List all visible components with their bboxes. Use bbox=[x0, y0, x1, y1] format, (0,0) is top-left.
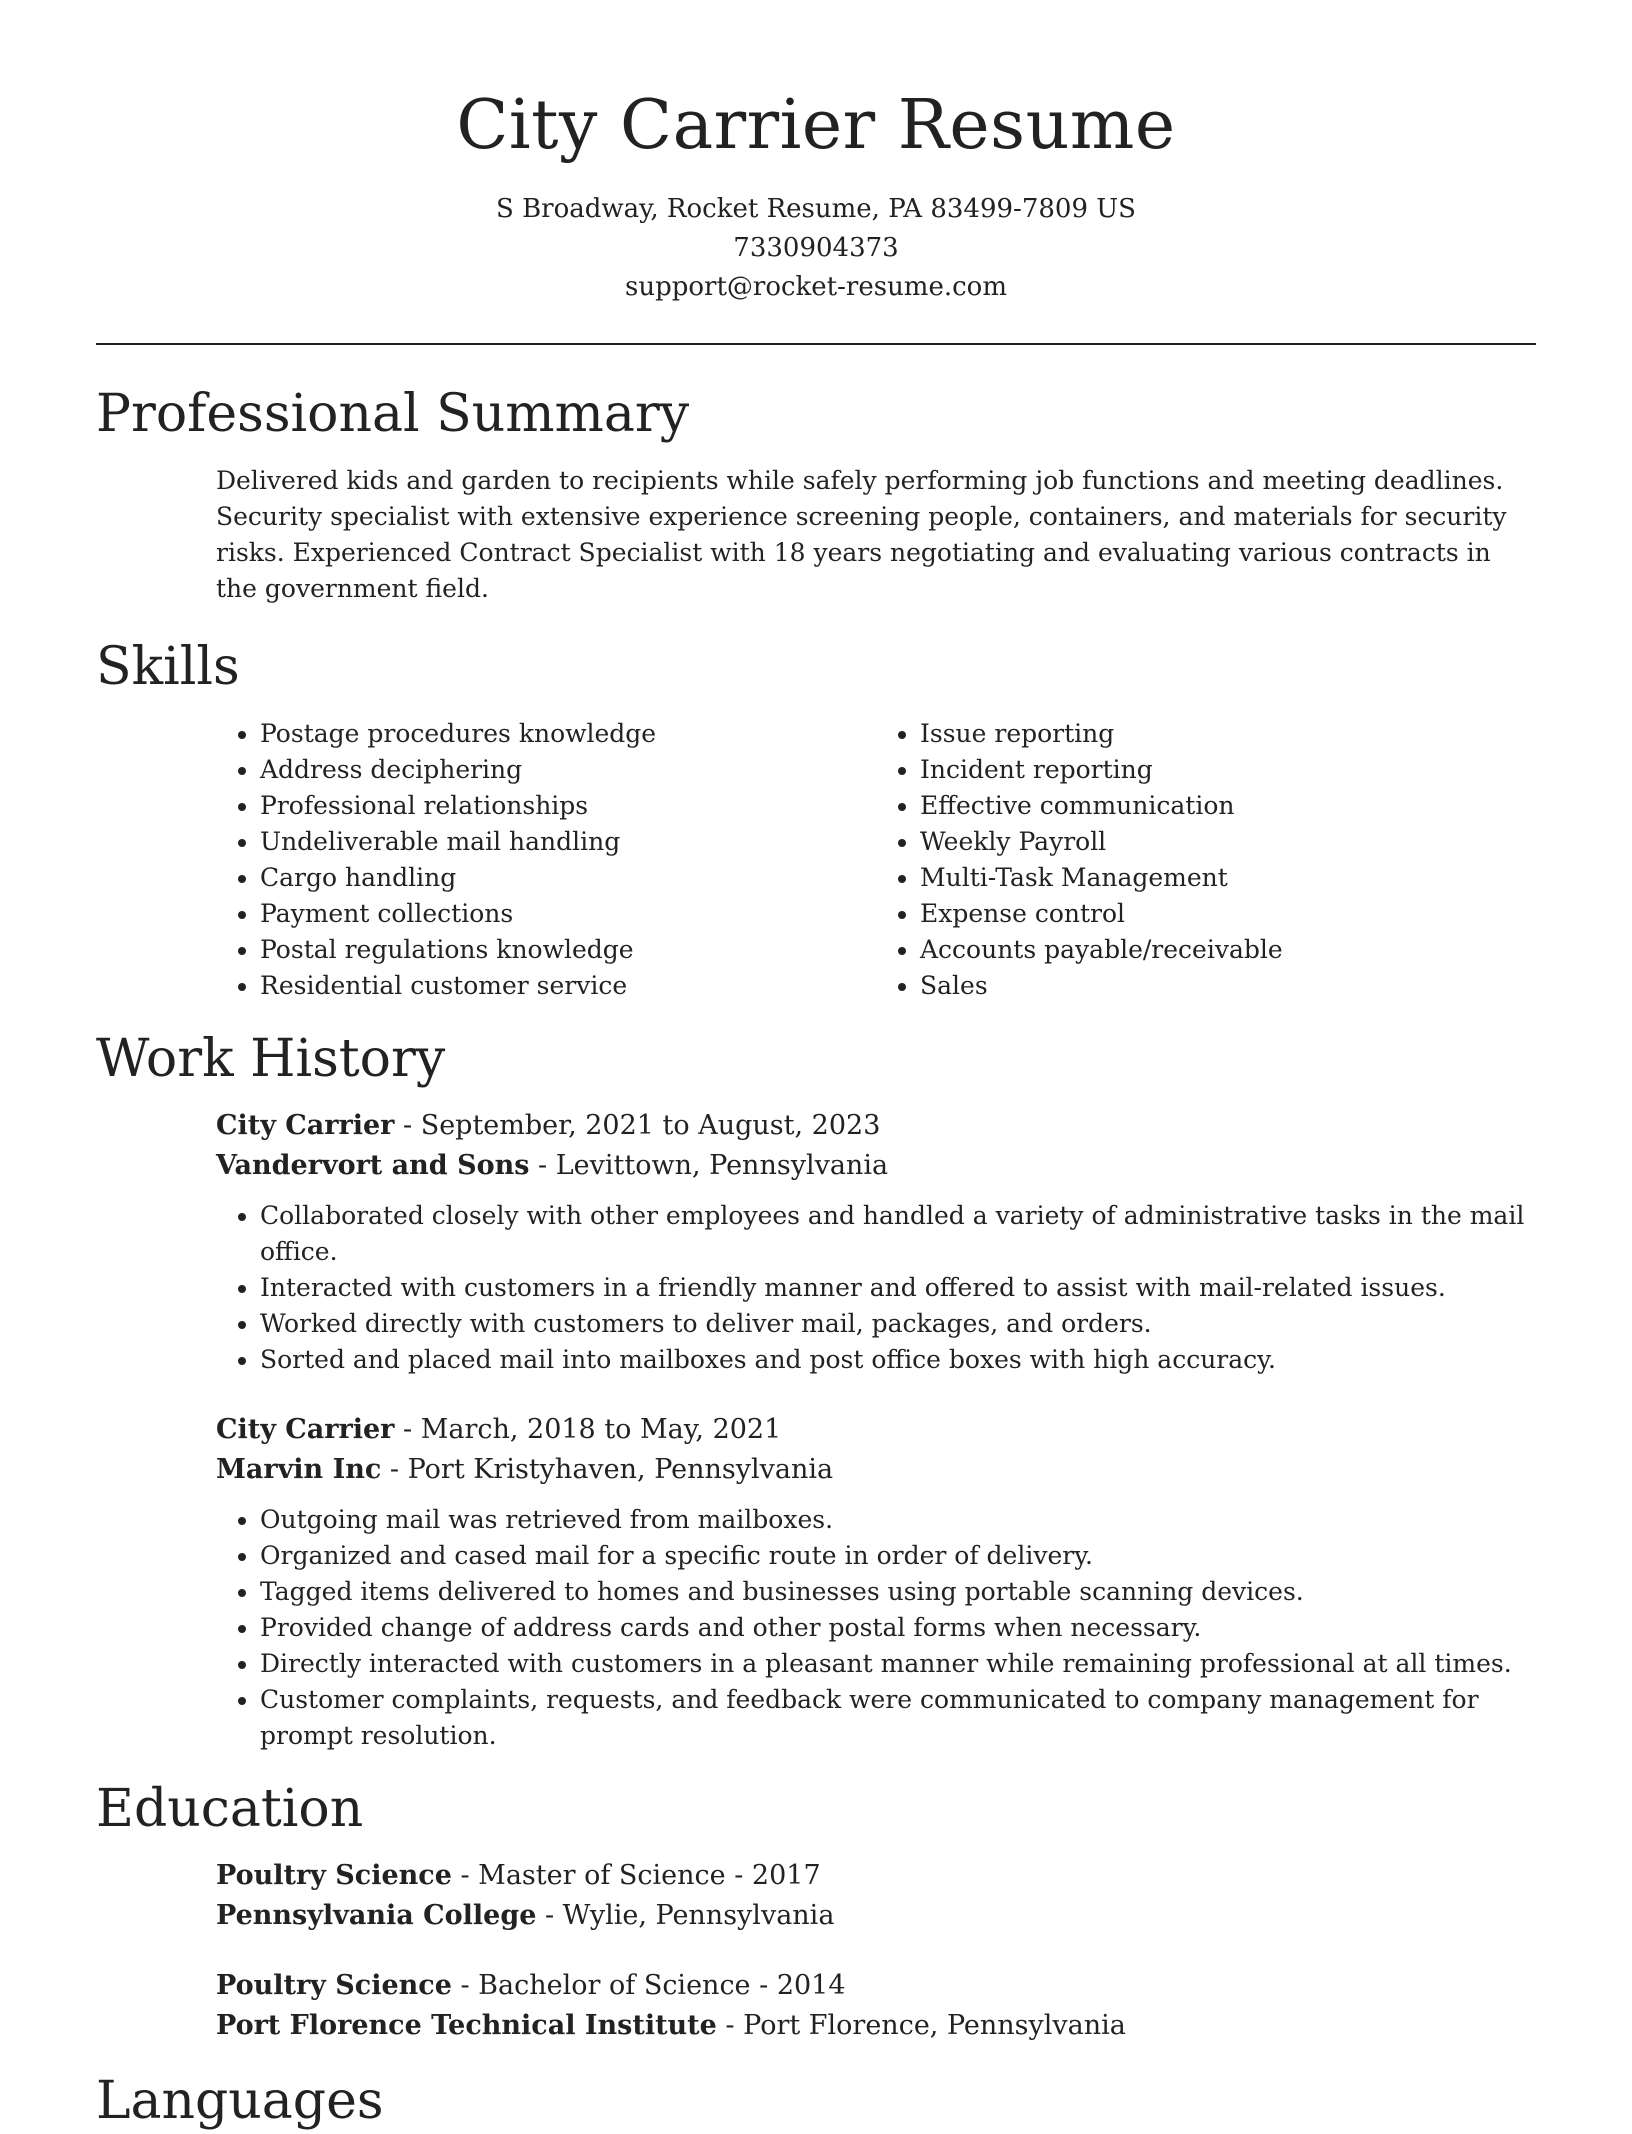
education-school-line bbox=[216, 2006, 1536, 2046]
job-company: Vandervort and Sons bbox=[216, 1150, 530, 1181]
education-degree: - Master of Science - 2017 bbox=[451, 1860, 821, 1891]
languages-section bbox=[0, 2068, 1632, 2134]
skill-item: • Weekly Payroll bbox=[920, 824, 1536, 860]
skill-item: • Postal regulations knowledge bbox=[260, 932, 876, 968]
skills-section bbox=[0, 634, 1632, 1004]
job-bullet: • Provided change of address cards and other postal forms when necessary. bbox=[260, 1610, 1536, 1646]
education-school: Port Florence Technical Institute bbox=[216, 2010, 717, 2041]
job-location: - Levittown, Pennsylvania bbox=[529, 1150, 889, 1181]
skill-item: • Issue reporting bbox=[920, 716, 1536, 752]
job-company-line bbox=[216, 1146, 1536, 1186]
job-bullets bbox=[216, 1502, 1536, 1754]
education-entry bbox=[0, 1856, 1632, 1936]
summary-section bbox=[0, 381, 1632, 607]
job-entry bbox=[0, 1106, 1632, 1378]
job-entry bbox=[0, 1410, 1632, 1754]
skills-heading: Skills bbox=[96, 637, 240, 697]
skill-item: • Effective communication bbox=[920, 788, 1536, 824]
job-bullet: • Worked directly with customers to deliver mail, packages, and orders. bbox=[260, 1306, 1536, 1342]
skill-item: • Residential customer service bbox=[260, 968, 876, 1004]
contact-block bbox=[0, 190, 1632, 307]
job-role: City Carrier bbox=[216, 1110, 395, 1141]
languages-heading: Languages bbox=[96, 2071, 384, 2131]
job-title-line bbox=[216, 1106, 1536, 1146]
resume-title: City Carrier Resume bbox=[456, 86, 1176, 165]
education-section bbox=[0, 1776, 1632, 2046]
job-dates: - September, 2021 to August, 2023 bbox=[394, 1110, 881, 1141]
job-bullet: • Customer complaints, requests, and feedback were communicated to company management for prompt resolution. bbox=[260, 1682, 1536, 1754]
skill-item: • Professional relationships bbox=[260, 788, 876, 824]
contact-address: S Broadway, Rocket Resume, PA 83499-7809 US bbox=[496, 194, 1136, 224]
job-bullet: • Collaborated closely with other employees and handled a variety of administrative tasks in the mail office. bbox=[260, 1198, 1536, 1270]
education-degree-line bbox=[216, 1856, 1536, 1896]
skill-item: • Address deciphering bbox=[260, 752, 876, 788]
contact-phone: 7330904373 bbox=[733, 233, 899, 263]
job-bullet: • Outgoing mail was retrieved from mailboxes. bbox=[260, 1502, 1536, 1538]
work-history-heading: Work History bbox=[96, 1029, 446, 1089]
education-heading: Education bbox=[96, 1779, 364, 1839]
education-field: Poultry Science bbox=[216, 1860, 452, 1891]
job-bullet: • Organized and cased mail for a specific route in order of delivery. bbox=[260, 1538, 1536, 1574]
education-location: - Wylie, Pennsylvania bbox=[536, 1900, 835, 1931]
contact-email: support@rocket-resume.com bbox=[624, 272, 1007, 302]
skill-item: • Cargo handling bbox=[260, 860, 876, 896]
skills-list-left bbox=[216, 716, 876, 1004]
work-history-section bbox=[0, 1026, 1632, 1754]
job-bullets bbox=[216, 1198, 1536, 1378]
resume-header bbox=[0, 0, 1632, 307]
education-degree: - Bachelor of Science - 2014 bbox=[451, 1970, 846, 2001]
summary-heading: Professional Summary bbox=[96, 384, 690, 444]
skill-item: • Undeliverable mail handling bbox=[260, 824, 876, 860]
job-role: City Carrier bbox=[216, 1414, 395, 1445]
skill-item: • Sales bbox=[920, 968, 1536, 1004]
education-field: Poultry Science bbox=[216, 1970, 452, 2001]
job-bullet: • Tagged items delivered to homes and businesses using portable scanning devices. bbox=[260, 1574, 1536, 1610]
education-school: Pennsylvania College bbox=[216, 1900, 537, 1931]
skill-item: • Multi-Task Management bbox=[920, 860, 1536, 896]
summary-text: Delivered kids and garden to recipients while safely performing job functions and meeting deadlines. Security specialist with extensive experience screening people, containers, and materials for security risks. Experienced Contract Specialist with 18 years negotiating and evaluating various contracts in the government field. bbox=[216, 466, 1507, 603]
education-location: - Port Florence, Pennsylvania bbox=[716, 2010, 1126, 2041]
job-bullet: • Interacted with customers in a friendly manner and offered to assist with mail-related issues. bbox=[260, 1270, 1536, 1306]
education-degree-line bbox=[216, 1966, 1536, 2006]
header-divider bbox=[96, 343, 1536, 345]
skill-item: • Accounts payable/receivable bbox=[920, 932, 1536, 968]
job-title-line bbox=[216, 1410, 1536, 1450]
skill-item: • Postage procedures knowledge bbox=[260, 716, 876, 752]
skill-item: • Payment collections bbox=[260, 896, 876, 932]
job-company: Marvin Inc bbox=[216, 1454, 382, 1485]
skill-item: • Incident reporting bbox=[920, 752, 1536, 788]
job-bullet: • Directly interacted with customers in a pleasant manner while remaining professional at all times. bbox=[260, 1646, 1536, 1682]
job-dates: - March, 2018 to May, 2021 bbox=[394, 1414, 782, 1445]
job-company-line bbox=[216, 1450, 1536, 1490]
education-entry bbox=[0, 1966, 1632, 2046]
job-bullet: • Sorted and placed mail into mailboxes and post office boxes with high accuracy. bbox=[260, 1342, 1536, 1378]
education-school-line bbox=[216, 1896, 1536, 1936]
skills-list-right bbox=[876, 716, 1536, 1004]
skill-item: • Expense control bbox=[920, 896, 1536, 932]
job-location: - Port Kristyhaven, Pennsylvania bbox=[381, 1454, 834, 1485]
